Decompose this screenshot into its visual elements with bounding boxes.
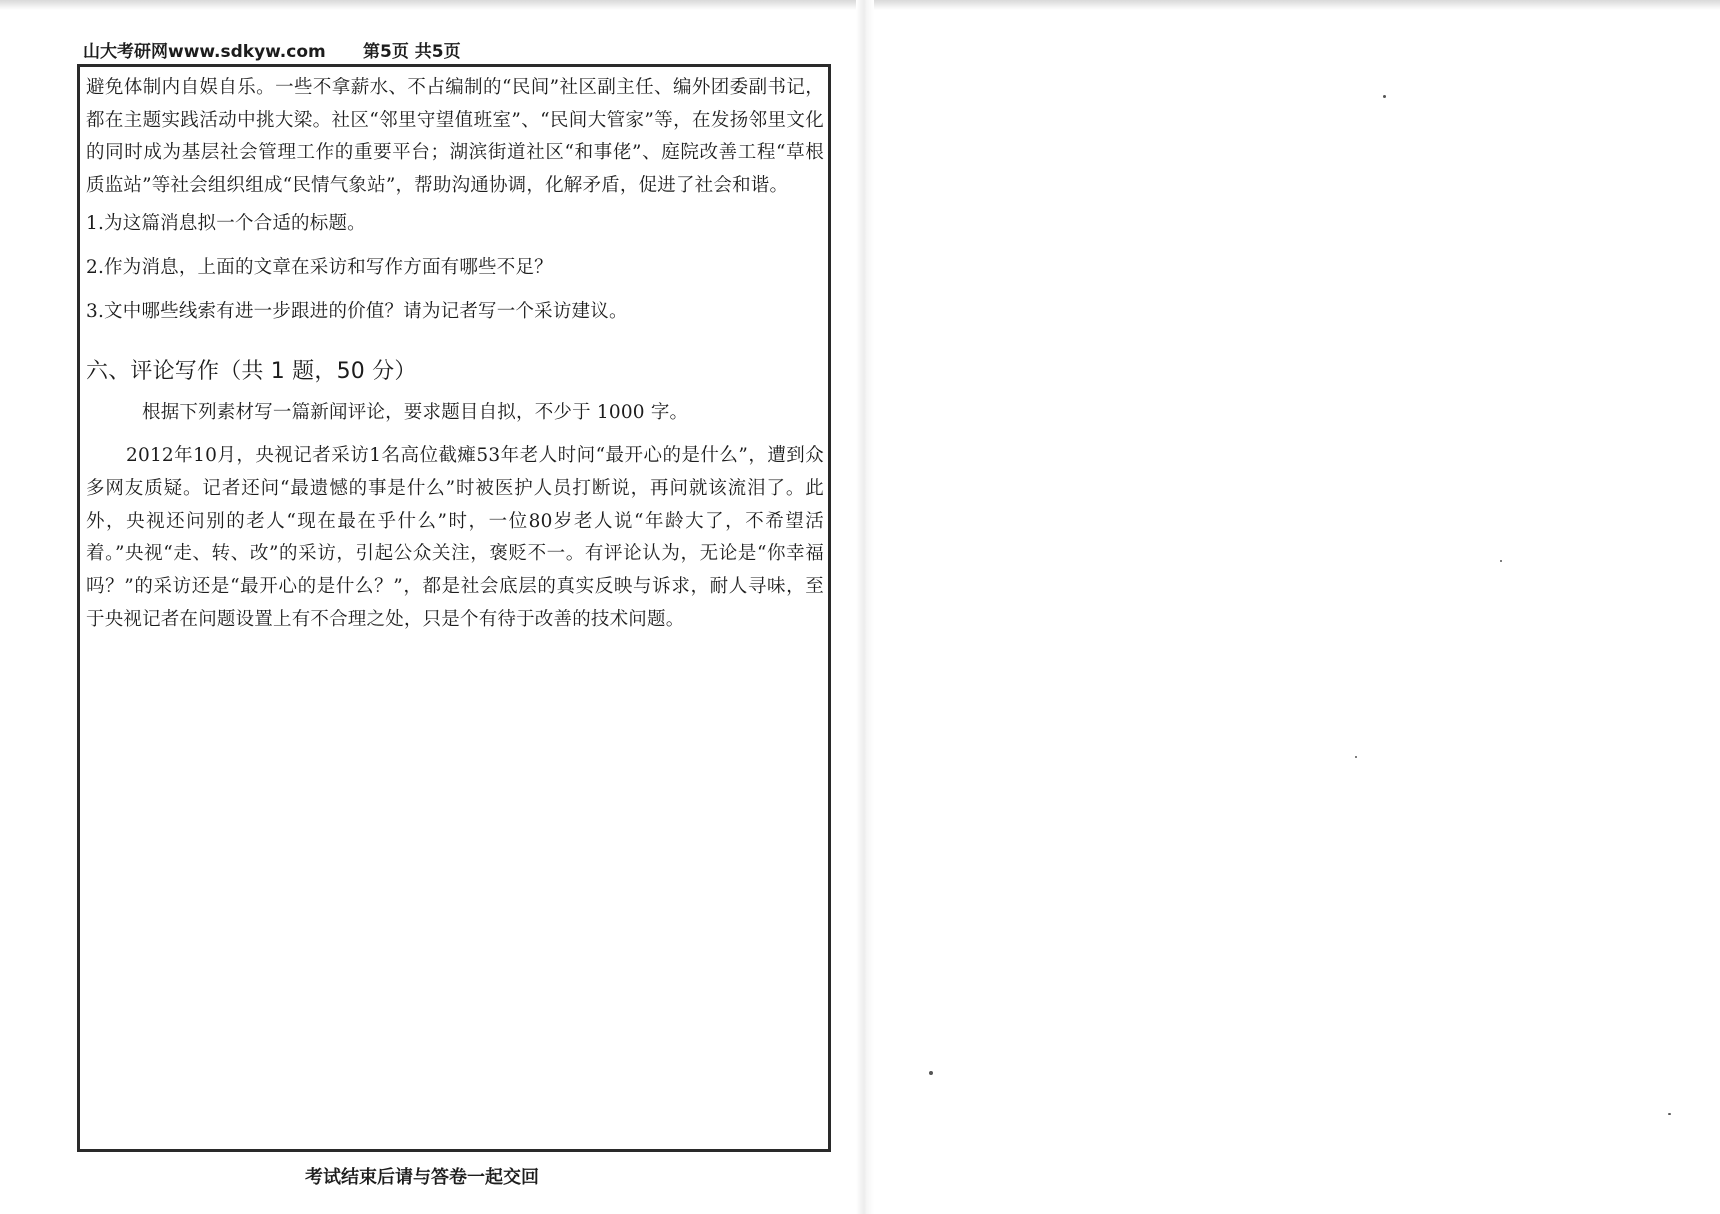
continuation-paragraph: 避免体制内自娱自乐。一些不拿薪水、不占编制的“民间”社区副主任、编外团委副书记，都在主题实践活动中挑大梁。社区“邻里守望值班室”、“民间大管家”等，在发扬邻里文化的同时成为基层社会管理工作的重要平台；湖滨街道社区“和事佬”、庭院改善工程“草根质监站”等社会组织组成“民情气象站”，帮助沟通协调，化解矛盾，促进了社会和谐。 <box>86 77 824 196</box>
page-gutter <box>856 0 874 1214</box>
exam-content <box>86 72 824 637</box>
page-footer: 考试结束后请与答卷一起交回 <box>305 1167 539 1188</box>
scan-speck <box>929 1071 933 1075</box>
question-1: 1.为这篇消息拟一个合适的标题。 <box>86 213 366 234</box>
scan-speck <box>1383 95 1386 98</box>
site-label: 山大考研网www.sdkyw.com <box>83 42 326 62</box>
question-3: 3.文中哪些线索有进一步跟进的价值？请为记者写一个采访建议。 <box>86 301 628 322</box>
scan-speck <box>1355 756 1357 758</box>
question-2: 2.作为消息，上面的文章在采访和写作方面有哪些不足？ <box>86 257 553 278</box>
scan-speck <box>1500 560 1502 562</box>
scan-speck <box>1668 1113 1671 1115</box>
section-title: 六、评论写作（共 1 题，50 分） <box>86 359 417 384</box>
page-number: 第5页 共5页 <box>363 42 461 62</box>
writing-prompt: 根据下列素材写一篇新闻评论，要求题目自拟，不少于 1000 字。 <box>142 402 689 423</box>
material-paragraph: 2012年10月，央视记者采访1名高位截瘫53年老人时问“最开心的是什么”，遭到众多网友质疑。记者还问“最遗憾的事是什么”时被医护人员打断说，再问就该流泪了。此外，央视还问别的老人“现在最在乎什么”时，一位80岁老人说“年龄大了，不希望活着。”央视“走、转、改”的采访，引起公众关注，褒贬不一。有评论认为，无论是“你幸福吗？”的采访还是“最开心的是什么？”，都是社会底层的真实反映与诉求，耐人寻味，至于央视记者在问题设置上有不合理之处，只是个有待于改善的技术问题。 <box>86 445 824 630</box>
